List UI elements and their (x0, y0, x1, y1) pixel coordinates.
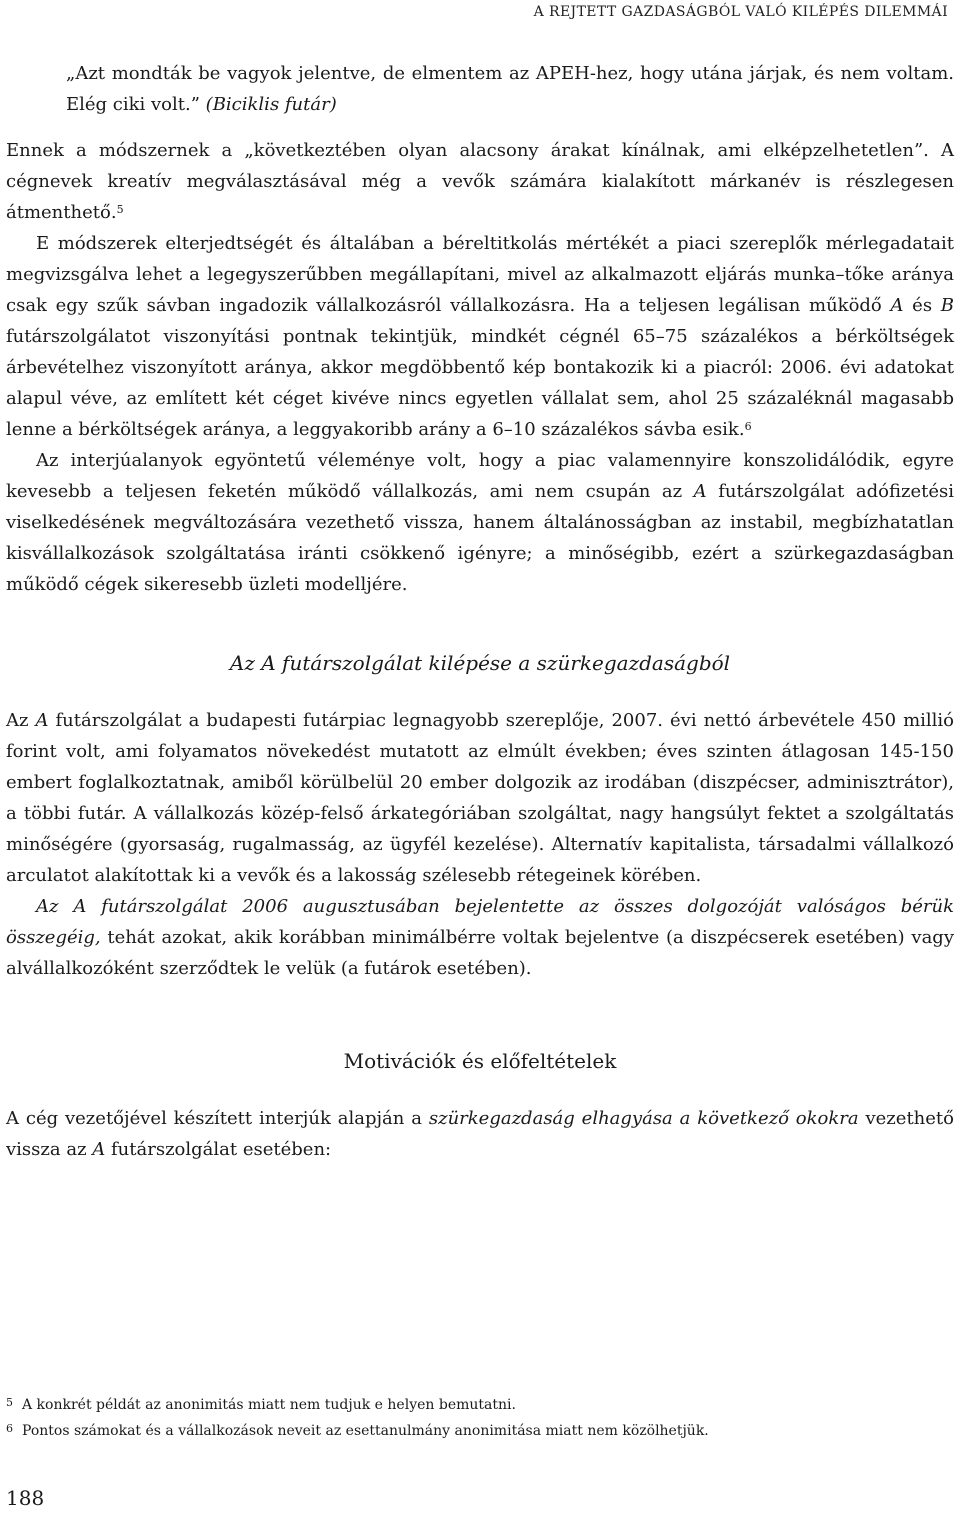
paragraph-2 (6, 228, 954, 445)
paragraph-3-part2: futárszolgálat adófizetési viselkedésének megváltozására vezethető vissza, hanem általánosságban az instabil, megbízhatatlan kisvállalkozások szolgáltatása iránti csökkenő igényre; a minőségibb, ezért a szürkegazdaságban működő cégek sikeresebb üzleti modelljére. (6, 481, 954, 595)
footnote-text: Pontos számokat és a vállalkozások neveit az esettanulmány anonimitása miatt nem közölhetjük. (22, 1423, 709, 1439)
paragraph-6-italic: szürkegazdaság elhagyása a következő okokra (428, 1108, 859, 1129)
company-a-label: A (92, 1139, 106, 1160)
paragraph-6-part2: vezethető vissza az (6, 1108, 954, 1160)
paragraph-2-and: és (903, 295, 941, 316)
quote-source: (Biciklis futár) (205, 94, 337, 115)
section-heading-exit: Az A futárszolgálat kilépése a szürkegazdaságból (229, 651, 731, 675)
company-a-label: A (693, 481, 707, 502)
paragraph-4 (6, 705, 954, 891)
paragraph-4-part2: futárszolgálat a budapesti futárpiac legnagyobb szereplője, 2007. évi nettó árbevétele 450 millió forint volt, ami folyamatos növekedést mutatott az elmúlt években; éves szinten átlagosan 145-150 embert foglalkoztatnak, amiből körülbelül 20 ember dolgozik az irodában (diszpécser, adminisztrátor), a többi futár. A vállalkozás közép-felső árkategóriában szolgáltat, nagy hangsúlyt fektet a szolgáltatás minőségére (gyorsaság, rugalmasság, az ügyfél kezelése). Alternatív kapitalista, társadalmi vállalkozó arculatot alakítottak ki a vevők és a lakosság szélesebb rétegeinek körében. (6, 710, 954, 886)
quote-text: „Azt mondták be vagyok jelentve, de elmentem az APEH-hez, hogy utána járjak, és nem voltam. Elég ciki volt.” (66, 63, 954, 115)
footnote-ref-6: 6 (744, 420, 752, 433)
footnotes (6, 1392, 954, 1444)
paragraph-5-plain: tehát azokat, akik korábban minimálbérre voltak bejelentve (a diszpécserek esetében) vagy alvállalkozóként szerződtek le velük (a futárok esetében). (6, 927, 954, 979)
company-a-label: A (890, 295, 904, 316)
body-text (6, 58, 954, 1165)
paragraph-6-part1: A cég vezetőjével készített interjúk alapján a (6, 1108, 429, 1129)
running-head: A REJTETT GAZDASÁGBÓL VALÓ KILÉPÉS DILEMMÁI (533, 4, 948, 20)
paragraph-5 (6, 891, 954, 984)
page-number: 188 (6, 1486, 45, 1510)
section-heading-motivations: Motivációk és előfeltételek (343, 1049, 617, 1073)
paragraph-3 (6, 445, 954, 600)
paragraph-1 (6, 135, 954, 228)
paragraph-4-part1: Az (6, 710, 36, 731)
interview-quote (6, 58, 954, 120)
footnote-number: 5 (6, 1396, 13, 1409)
footnote-5 (6, 1392, 954, 1418)
footnote-6 (6, 1418, 954, 1444)
paragraph-2-part2: futárszolgálatot viszonyítási pontnak tekintjük, mindkét cégnél 65–75 százalékos a bérköltségek árbevételhez viszonyított aránya, akkor megdöbbentő kép bontakozik ki a piacról: 2006. évi adatokat alapul véve, az említett két céget kivéve nincs egyetlen vállalat sem, ahol 25 százaléknál magasabb lenne a bérköltségek aránya, a leggyakoribb arány a 6–10 százalékos sávba esik. (6, 326, 954, 440)
footnote-text: A konkrét példát az anonimitás miatt nem tudjuk e helyen bemutatni. (22, 1397, 516, 1413)
paragraph-1-text: Ennek a módszernek a „következtében olyan alacsony árakat kínálnak, ami elképzelhetetlen”. A cégnevek kreatív megválasztásával még a vevők számára kialakított márkanév is részlegesen átmenthető. (6, 140, 954, 223)
paragraph-5-italic: Az A futárszolgálat 2006 augusztusában bejelentette az összes dolgozóját valóságos bérük összegéig, (6, 896, 954, 948)
paragraph-6-part3: futárszolgálat esetében: (105, 1139, 332, 1160)
footnote-number: 6 (6, 1422, 13, 1435)
paragraph-6 (6, 1103, 954, 1165)
paragraph-2-part1: E módszerek elterjedtségét és általában a béreltitkolás mértékét a piaci szereplők mérlegadatait megvizsgálva lehet a legegyszerűbben megállapítani, mivel az alkalmazott eljárás munka–tőke aránya csak egy szűk sávban ingadozik vállalkozásról vállalkozásra. Ha a teljesen legálisan működő (6, 233, 954, 316)
company-b-label: B (940, 295, 954, 316)
company-a-label: A (35, 710, 49, 731)
footnote-ref-5: 5 (116, 203, 124, 216)
paragraph-3-part1: Az interjúalanyok egyöntetű véleménye volt, hogy a piac valamennyire konszolidálódik, egyre kevesebb a teljesen feketén működő vállalkozás, ami nem csupán az (6, 450, 954, 502)
